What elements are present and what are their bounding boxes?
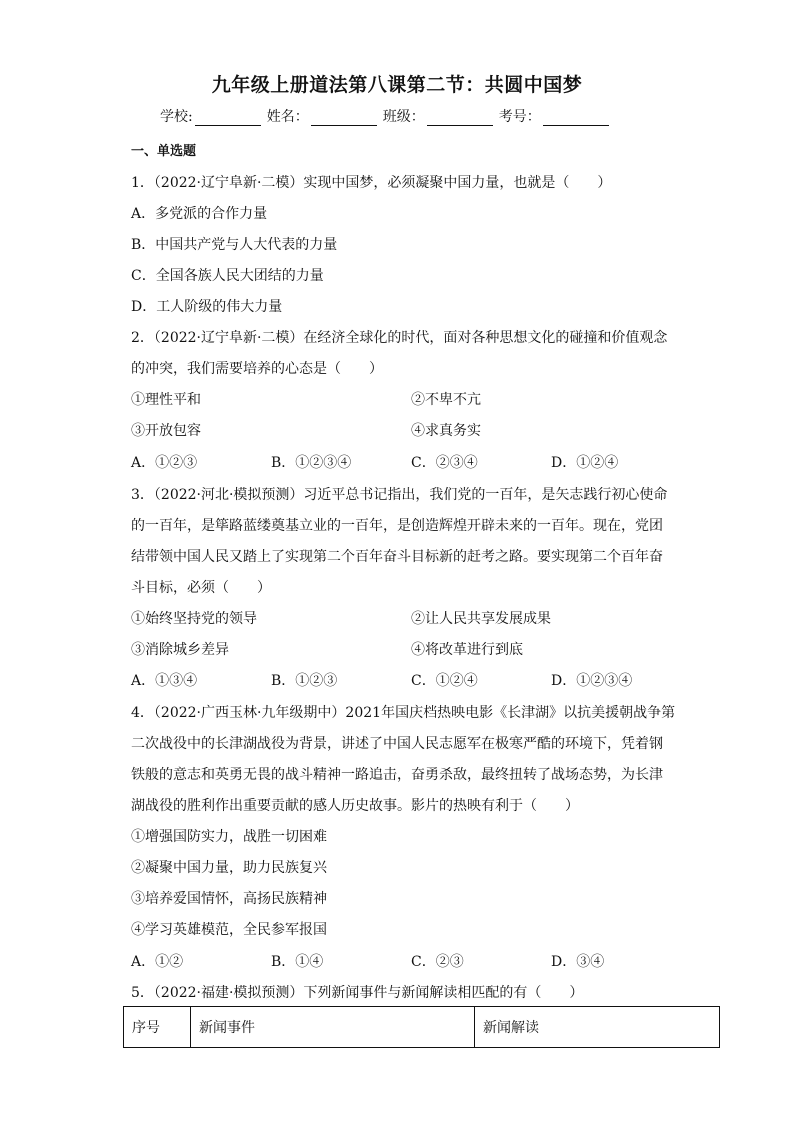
q3-item-3: ③消除城乡差异 (131, 642, 229, 658)
table-header-news-interpretation: 新闻解读 (475, 1007, 720, 1048)
school-blank[interactable] (195, 111, 261, 126)
q1-option-b: B．中国共产党与人大代表的力量 (131, 237, 338, 253)
class-blank[interactable] (427, 111, 493, 126)
q1-option-c: C．全国各族人民大团结的力量 (131, 268, 324, 284)
table-row (124, 1007, 720, 1048)
q2-option-d: D．①②④ (551, 455, 619, 471)
q4-stem-line-1: 4．（2022·广西玉林·九年级期中）2021年国庆档热映电影《长津湖》以抗美援朝战争第 (131, 705, 676, 721)
exam-number-blank[interactable] (543, 111, 609, 126)
exam-number-label: 考号： (498, 109, 541, 125)
page-title: 九年级上册道法第八课第二节：共圆中国梦 (211, 74, 583, 96)
q4-option-c: C．②③ (411, 954, 464, 970)
class-field (383, 106, 493, 126)
q2-stem-line-2: 的冲突，我们需要培养的心态是（ ） (131, 361, 383, 377)
q3-item-2: ②让人民共享发展成果 (411, 611, 551, 627)
student-info-row (160, 106, 680, 126)
q3-option-c: C．①②④ (411, 673, 478, 689)
section-title: 一、单选题 (131, 144, 197, 159)
q1-option-d: D．工人阶级的伟大力量 (131, 299, 283, 315)
name-field (267, 106, 377, 126)
q4-stem-line-2: 二次战役中的长津湖战役为背景，讲述了中国人民志愿军在极寒严酷的环境下，凭着钢 (131, 736, 663, 752)
q4-item-2: ②凝聚中国力量，助力民族复兴 (131, 860, 327, 876)
q5-table (123, 1006, 720, 1048)
q2-item-3: ③开放包容 (131, 423, 201, 439)
table-header-number: 序号 (124, 1007, 191, 1048)
table-header-news-event: 新闻事件 (191, 1007, 475, 1048)
q2-item-1: ①理性平和 (131, 392, 201, 408)
q4-item-1: ①增强国防实力，战胜一切困难 (131, 829, 327, 845)
q2-item-2: ②不卑不亢 (411, 392, 481, 408)
q4-option-a: A．①② (131, 954, 184, 970)
school-label: 学校: (160, 109, 193, 125)
q3-stem-line-4: 斗目标，必须（ ） (131, 580, 271, 596)
q4-stem-line-3: 铁般的意志和英勇无畏的战斗精神一路追击，奋勇杀敌，最终扭转了战场态势，为长津 (131, 767, 663, 783)
q3-item-1: ①始终坚持党的领导 (131, 611, 257, 627)
q3-item-4: ④将改革进行到底 (411, 642, 523, 658)
name-blank[interactable] (311, 111, 377, 126)
q3-stem-line-3: 结带领中国人民又踏上了实现第二个百年奋斗目标新的赶考之路。要实现第二个百年奋 (131, 549, 663, 565)
exam-number-field (499, 106, 609, 126)
q2-option-b: B．①②③④ (271, 455, 352, 471)
q3-stem-line-1: 3．（2022·河北·模拟预测）习近平总书记指出，我们党的一百年，是矢志践行初心使命 (131, 487, 668, 503)
q4-stem-line-4: 湖战役的胜利作出重要贡献的感人历史故事。影片的热映有利于（ ） (131, 798, 579, 814)
q2-stem-line-1: 2．（2022·辽宁阜新·二模）在经济全球化的时代，面对各种思想文化的碰撞和价值观念 (131, 330, 668, 346)
q3-option-b: B．①②③ (271, 673, 338, 689)
q2-option-a: A．①②③ (131, 455, 198, 471)
q4-option-b: B．①④ (271, 954, 324, 970)
q1-stem: 1．（2022·辽宁阜新·二模）实现中国梦，必须凝聚中国力量，也就是（ ） (131, 175, 612, 191)
q1-option-a: A．多党派的合作力量 (131, 206, 268, 222)
q4-item-3: ③培养爱国情怀，高扬民族精神 (131, 891, 327, 907)
q5-stem: 5．（2022·福建·模拟预测）下列新闻事件与新闻解读相匹配的有（ ） (131, 985, 584, 1001)
class-label: 班级： (382, 109, 425, 125)
name-label: 姓名： (266, 109, 309, 125)
q3-option-d: D．①②③④ (551, 673, 633, 689)
q4-option-d: D．③④ (551, 954, 605, 970)
q2-item-4: ④求真务实 (411, 423, 481, 439)
q3-option-a: A．①③④ (131, 673, 198, 689)
q2-option-c: C．②③④ (411, 455, 478, 471)
q4-item-4: ④学习英雄模范，全民参军报国 (131, 922, 327, 938)
school-field (160, 106, 261, 126)
q3-stem-line-2: 的一百年，是筚路蓝缕奠基立业的一百年，是创造辉煌开辟未来的一百年。现在，党团 (131, 518, 663, 534)
